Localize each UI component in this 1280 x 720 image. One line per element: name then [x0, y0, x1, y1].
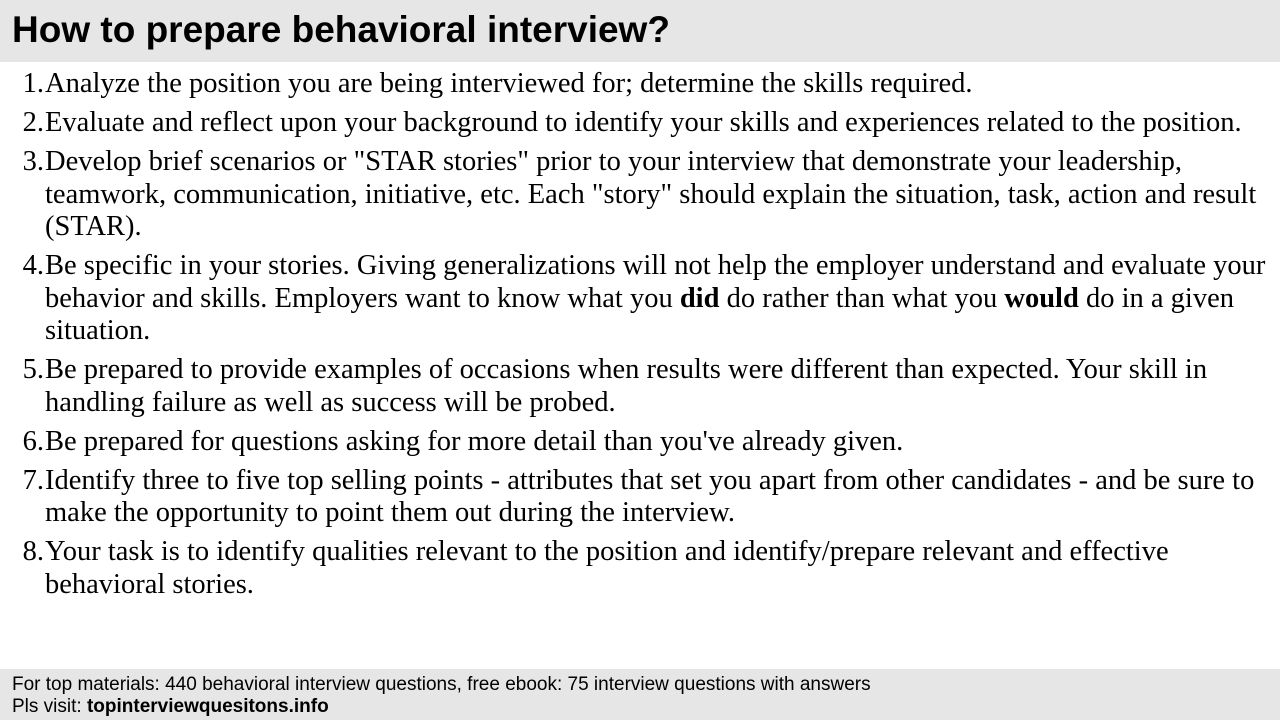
list-item-text — [44, 146, 1280, 244]
list-item-text — [44, 426, 1280, 459]
list-item — [0, 354, 1280, 419]
text-segment: Your task is to identify qualities relevant to the position and identify/prepare relevant and effective behavioral stories. — [45, 536, 1169, 600]
page-title: How to prepare behavioral interview? — [12, 9, 670, 50]
list-item-text — [44, 536, 1280, 601]
list-item-number: 6. — [22, 425, 44, 457]
list-item-number: 1. — [22, 68, 44, 99]
list-item — [0, 250, 1280, 348]
text-segment: do rather than what you — [719, 282, 1005, 314]
list-item — [0, 426, 1280, 459]
list-item-text — [44, 465, 1280, 530]
list-item — [0, 68, 1280, 101]
text-segment: Be prepared for questions asking for more detail than you've already given. — [45, 425, 904, 457]
list-item — [0, 536, 1280, 601]
list-item-text — [44, 107, 1280, 140]
list-item-number: 8. — [22, 536, 44, 567]
text-segment: Develop brief scenarios or "STAR stories" prior to your interview that demonstrate your leadership, teamwork, communication, initiative, etc. Each "story" should explain the situation, task, action and result (STAR). — [45, 146, 1257, 242]
list-item-text — [44, 68, 1280, 101]
text-segment: do in a given situation. — [45, 282, 1234, 346]
title-bar — [0, 0, 1280, 62]
footer-site-link[interactable]: topinterviewquesitons.info — [86, 696, 329, 717]
text-segment: Be specific in your stories. Giving generalizations will not help the employer understand and evaluate your behavior and skills. Employers want to know what you — [45, 250, 1266, 314]
text-segment: Evaluate and reflect upon your background to identify your skills and experiences related to the position. — [45, 107, 1242, 138]
list-item-number: 7. — [22, 464, 44, 496]
footer-line-visit — [12, 696, 329, 718]
list-item-number: 2. — [22, 107, 44, 138]
tips-list — [0, 68, 1280, 608]
footer-visit-label: Pls visit: — [12, 696, 87, 717]
list-item-text — [44, 354, 1280, 419]
footer-line-materials: For top materials: 440 behavioral interview questions, free ebook: 75 interview questions with answers — [12, 674, 871, 695]
list-item-number: 4. — [22, 250, 44, 281]
list-item-text — [44, 250, 1280, 348]
text-segment: Identify three to five top selling points - attributes that set you apart from other candidates - and be sure to make the opportunity to point them out during the interview. — [45, 464, 1255, 528]
list-item-number: 5. — [22, 354, 44, 385]
emphasized-text: did — [679, 282, 720, 314]
footer-bar — [0, 669, 1280, 720]
text-segment: Be prepared to provide examples of occasions when results were different than expected. Your skill in handling failure as well as success will be probed. — [45, 354, 1208, 418]
list-item — [0, 146, 1280, 244]
emphasized-text: would — [1004, 282, 1079, 314]
list-item-number: 3. — [22, 146, 44, 177]
list-item — [0, 107, 1280, 140]
text-segment: Analyze the position you are being interviewed for; determine the skills required. — [45, 68, 973, 99]
list-item — [0, 465, 1280, 530]
